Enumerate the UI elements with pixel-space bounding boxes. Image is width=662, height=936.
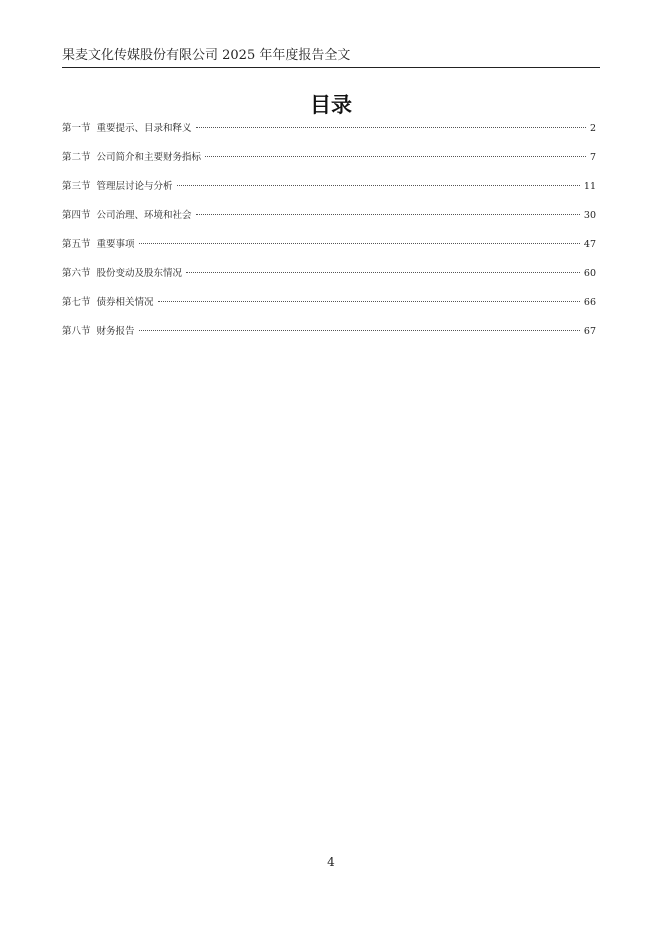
toc-entry[interactable] bbox=[62, 209, 596, 238]
toc-entry[interactable] bbox=[62, 151, 596, 180]
toc-dot-leader bbox=[177, 185, 580, 186]
toc-section-title: 重要提示、目录和释义 bbox=[96, 123, 192, 134]
toc-entry[interactable] bbox=[62, 296, 596, 325]
toc-dot-leader bbox=[196, 127, 586, 128]
toc-entry[interactable] bbox=[62, 325, 596, 354]
toc-section-title: 公司简介和主要财务指标 bbox=[96, 152, 202, 163]
toc-section-number: 第八节 bbox=[62, 326, 91, 337]
table-of-contents bbox=[62, 122, 596, 354]
toc-section-title: 重要事项 bbox=[96, 239, 135, 250]
toc-page-number: 47 bbox=[583, 239, 596, 250]
toc-dot-leader bbox=[139, 330, 580, 331]
toc-dot-leader bbox=[205, 156, 586, 157]
toc-page-number: 30 bbox=[583, 210, 596, 221]
toc-section-number: 第六节 bbox=[62, 268, 91, 279]
toc-section-number: 第三节 bbox=[62, 181, 91, 192]
toc-entry[interactable] bbox=[62, 267, 596, 296]
toc-entry[interactable] bbox=[62, 238, 596, 267]
toc-section-title: 债券相关情况 bbox=[96, 297, 154, 308]
document-header: 果麦文化传媒股份有限公司 2025 年年度报告全文 bbox=[62, 48, 351, 63]
toc-section-number: 第七节 bbox=[62, 297, 91, 308]
toc-entry[interactable] bbox=[62, 122, 596, 151]
toc-dot-leader bbox=[196, 214, 580, 215]
toc-page-number: 7 bbox=[589, 152, 596, 163]
toc-section-title: 公司治理、环境和社会 bbox=[96, 210, 192, 221]
toc-dot-leader bbox=[158, 301, 580, 302]
toc-section-number: 第一节 bbox=[62, 123, 91, 134]
toc-page-number: 67 bbox=[583, 326, 596, 337]
toc-section-number: 第二节 bbox=[62, 152, 91, 163]
toc-section-title: 股份变动及股东情况 bbox=[96, 268, 183, 279]
toc-entry[interactable] bbox=[62, 180, 596, 209]
toc-page-number: 66 bbox=[583, 297, 596, 308]
toc-dot-leader bbox=[139, 243, 580, 244]
toc-page-number: 60 bbox=[583, 268, 596, 279]
toc-section-title: 管理层讨论与分析 bbox=[96, 181, 173, 192]
toc-page-number: 11 bbox=[583, 181, 596, 192]
toc-dot-leader bbox=[186, 272, 580, 273]
page-number: 4 bbox=[327, 855, 335, 869]
toc-section-title: 财务报告 bbox=[96, 326, 135, 337]
toc-title: 目录 bbox=[310, 93, 352, 117]
header-rule bbox=[62, 67, 600, 68]
toc-section-number: 第五节 bbox=[62, 239, 91, 250]
toc-section-number: 第四节 bbox=[62, 210, 91, 221]
toc-page-number: 2 bbox=[589, 123, 596, 134]
